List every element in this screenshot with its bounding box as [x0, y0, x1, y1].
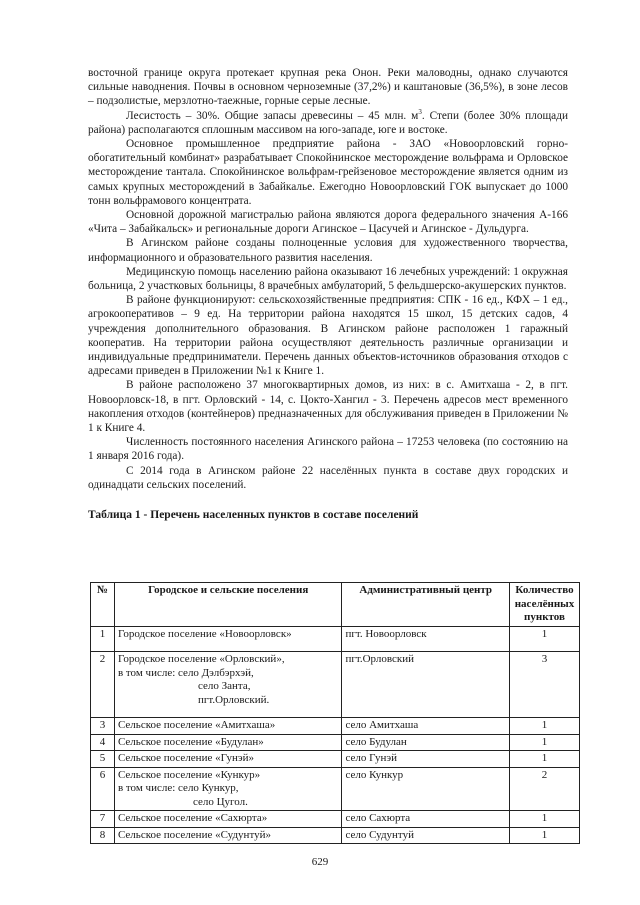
header-count: Количество населённых пунктов — [510, 583, 580, 627]
row-number: 7 — [91, 811, 115, 828]
table-row — [91, 626, 580, 652]
row-number: 8 — [91, 827, 115, 844]
page-number: 629 — [311, 856, 329, 868]
row-settlement — [114, 718, 341, 735]
settlement-name: Сельское поселение «Гунэй» — [117, 752, 255, 764]
paragraph-housing: В районе расположено 37 многоквартирных домов, из них: в с. Амитхаша - 2, в пгт. Новоорловск-18, в пгт. Орловский - 14, с. Цокто-Хангил - 3. Перечень адресов мест временного накопления отходов (контейнеров) предназначенных для обслуживания приведен в Приложении № 1 к Книге 4. — [88, 379, 568, 435]
row-settlement — [114, 767, 341, 811]
row-number: 6 — [91, 767, 115, 811]
settlement-subitem: пгт.Орловский. — [197, 693, 270, 706]
row-settlement — [114, 811, 341, 828]
row-center: село Кункур — [342, 767, 510, 811]
row-center: село Гунэй — [342, 751, 510, 768]
settlement-name: Сельское поселение «Кункур» — [117, 768, 261, 781]
paragraph-roads: Основной дорожной магистралью района являются дорога федерального значения А-166 «Чита – Забайкальск» и региональные дороги Агинское – Цасучей и Агинское - Дульдурга. — [88, 209, 568, 236]
row-count: 1 — [510, 626, 580, 652]
row-center: село Судунтуй — [342, 827, 510, 844]
row-count: 1 — [510, 734, 580, 751]
row-number: 1 — [91, 626, 115, 652]
row-center: пгт. Новоорловск — [342, 626, 510, 652]
header-center: Административный центр — [342, 583, 510, 627]
table-row — [91, 811, 580, 828]
settlement-name: Сельское поселение «Будулан» — [117, 735, 264, 748]
row-number: 3 — [91, 718, 115, 735]
header-settlement: Городское и сельские поселения — [114, 583, 341, 627]
table-row — [91, 652, 580, 718]
row-count: 1 — [510, 811, 580, 828]
paragraph-culture: В Агинском районе созданы полноценные условия для художественного творчества, информационного и образовательного развития населения. — [88, 237, 568, 264]
settlement-name: Городское поселение «Новоорловск» — [117, 627, 292, 640]
row-settlement — [114, 626, 341, 652]
row-number: 2 — [91, 652, 115, 718]
row-center: село Амитхаша — [342, 718, 510, 735]
settlement-subitem: село Занта, — [197, 680, 251, 692]
paragraph-settlements: С 2014 года в Агинском районе 22 населённых пункта в составе двух городских и одинадцати сельских поселений. — [88, 464, 568, 491]
row-count: 3 — [510, 652, 580, 718]
settlement-subitem: в том числе: село Дэлбэрхэй, — [117, 666, 254, 679]
paragraph-population: Численность постоянного населения Агинского района – 17253 человека (по состоянию на 1 января 2016 года). — [88, 436, 568, 463]
table-row — [91, 734, 580, 751]
paragraph-forest: Лесистость – 30%. Общие запасы древесины – 45 млн. $м^3$. Степи (более 30% площади района) располагаются сплошным массивом на юго-западе, юге и востоке. — [88, 107, 568, 136]
row-number: 4 — [91, 734, 115, 751]
row-settlement — [114, 652, 341, 718]
row-settlement — [114, 751, 341, 768]
row-settlement — [114, 734, 341, 751]
row-count: 1 — [510, 718, 580, 735]
row-count: 1 — [510, 827, 580, 844]
settlement-name: Сельское поселение «Амитхаша» — [117, 719, 276, 731]
table-header-row — [91, 583, 580, 627]
settlement-name: Сельское поселение «Судунтуй» — [117, 828, 271, 841]
header-number: № — [91, 583, 115, 627]
row-center: пгт.Орловский — [342, 652, 510, 718]
row-center: село Будулан — [342, 734, 510, 751]
table-caption: Таблица 1 - Перечень населенных пунктов в составе поселений — [88, 509, 419, 522]
table-row — [91, 827, 580, 844]
settlement-name: Городское поселение «Орловский», — [117, 653, 285, 665]
settlements-table — [90, 582, 580, 844]
row-settlement — [114, 827, 341, 844]
settlement-subitem: село Цугол. — [192, 795, 248, 808]
paragraph-enterprises: В районе функционируют: сельскохозяйственные предприятия: СПК - 16 ед., КФХ – 1 ед., агрокооперативов – 9 ед. На территории района находятся 15 школ, 15 детских садов, 4 учреждения дополнительного образования. В Агинском районе расположен 1 гаражный кооператив. На территории района осуществляют деятельность различные организации и индивидуальные предприниматели. Перечень данных объектов-источников образования отходов с адресами приведен в Приложении №1 к Книге 1. — [88, 294, 568, 378]
row-center: село Сахюрта — [342, 811, 510, 828]
settlement-name: Сельское поселение «Сахюрта» — [117, 812, 268, 824]
settlement-subitem: в том числе: село Кункур, — [117, 782, 239, 794]
row-count: 1 — [510, 751, 580, 768]
paragraph-rivers: восточной границе округа протекает крупная река Онон. Реки маловодны, однако случаются сильные наводнения. Почвы в основном черноземные (37,2%) и каштановые (36,5%), в зоне лесов – подзолистые, мерзлотно-таежные, горные серые лесные. — [88, 67, 568, 108]
row-count: 2 — [510, 767, 580, 811]
paragraph-industry: Основное промышленное предприятие района - ЗАО «Новоорловский горно-обогатительный комбинат» разрабатывает Спокойнинское месторождение вольфрама и Орловское месторождение тантала. Спокойнинское вольфрам-грейзеновое месторождение является одним из самых крупных месторождений в Забайкалье. Ежегодно Новоорловский ГОК выпускает до 1000 тонн вольфрамового концентрата. — [88, 138, 568, 207]
row-number: 5 — [91, 751, 115, 768]
table-row — [91, 718, 580, 735]
document-body — [88, 66, 568, 522]
table-row — [91, 767, 580, 811]
paragraph-medicine: Медицинскую помощь населению района оказывают 16 лечебных учреждений: 1 окружная больница, 2 участковых больницы, 8 врачебных амбулаторий, 5 фельдшерско-акушерских пунктов. — [88, 265, 568, 293]
table-row — [91, 751, 580, 768]
